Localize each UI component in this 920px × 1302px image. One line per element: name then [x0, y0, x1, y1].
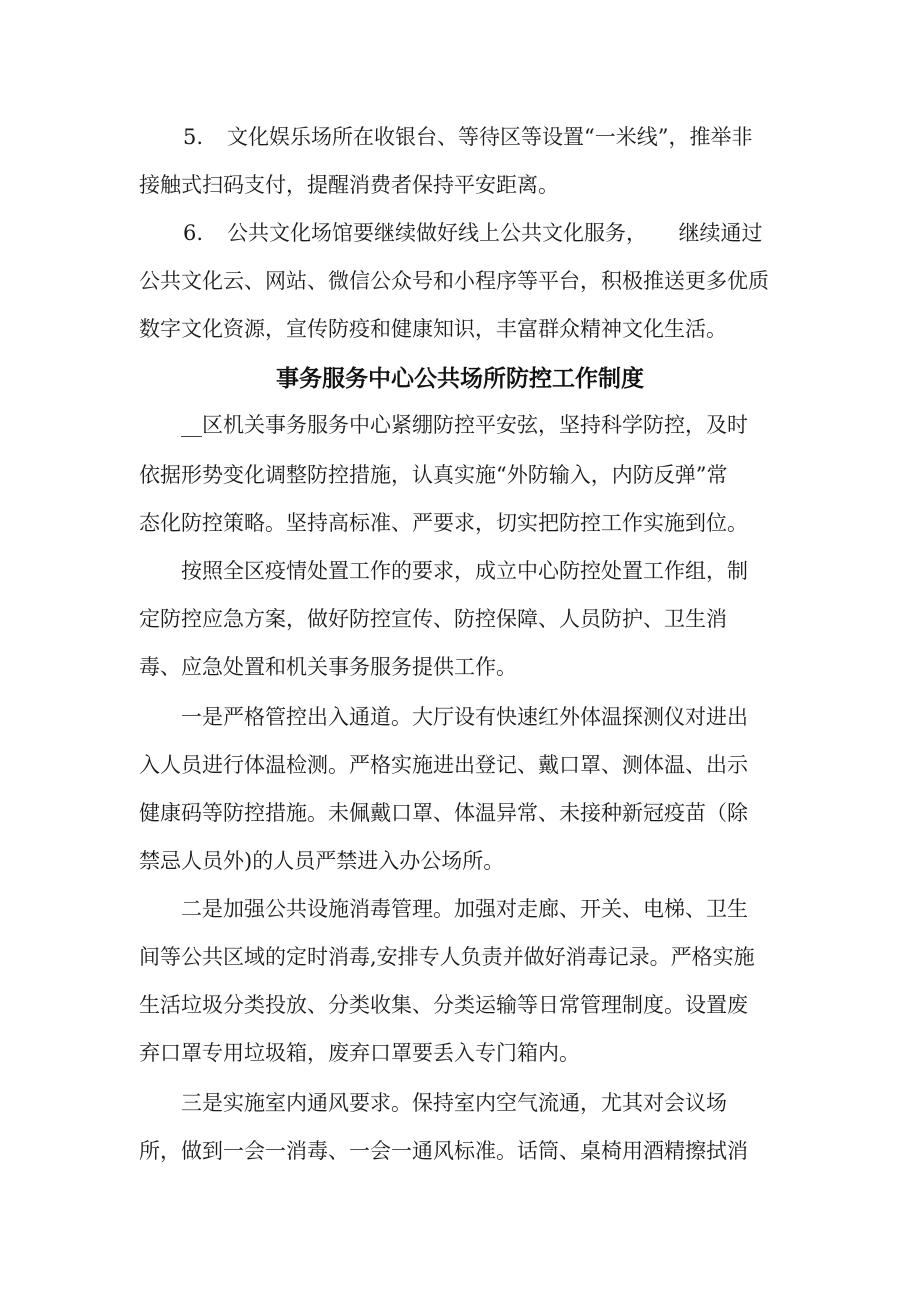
paragraph-3-line-1: 一是严格管控出入通道。大厅设有快速红外体温探测仪对进出: [181, 705, 748, 729]
paragraph-3-line-3: 健康码等防控措施。未佩戴口罩、体温异常、未接种新冠疫苗（除: [139, 801, 748, 825]
item-5-line-1: [0, 122, 920, 152]
document-title: 事务服务中心公共场所防控工作制度: [276, 366, 644, 392]
paragraph-5-line-2: 所，做到一会一消毒、一会一通风标准。话筒、桌椅用酒精擦拭消: [139, 1139, 748, 1163]
item-5-line-2: 接触式扫码支付，提醒消费者保持平安距离。: [139, 173, 559, 197]
paragraph-4-line-2: 间等公共区域的定时消毒,安排专人负责并做好消毒记录。严格实施: [139, 945, 755, 969]
item-6-line-2: 公共文化云、网站、微信公众号和小程序等平台，积极推送更多优质: [139, 269, 769, 293]
paragraph-2-line-2: 定防控应急方案，做好防控宣传、防控保障、人员防护、卫生消: [139, 607, 727, 631]
paragraph-1-line-3: 态化防控策略。坚持高标准、严要求，切实把防控工作实施到位。: [139, 511, 748, 535]
paragraph-4-line-4: 弃口罩专用垃圾箱，废弃口罩要丢入专门箱内。: [139, 1041, 580, 1065]
item-number: 6.: [183, 221, 204, 245]
paragraph-4-line-3: 生活垃圾分类投放、分类收集、分类运输等日常管理制度。设置废: [139, 993, 748, 1017]
item-text: 公共文化场馆要继续做好线上公共文化服务， 继续通过: [227, 221, 763, 245]
item-6-line-1: [0, 218, 920, 248]
paragraph-1-line-1: __区机关事务服务中心紧绷防控平安弦，坚持科学防控，及时: [181, 413, 748, 437]
paragraph-4-line-1: 二是加强公共设施消毒管理。加强对走廊、开关、电梯、卫生: [181, 897, 748, 921]
paragraph-2-line-3: 毒、应急处置和机关事务服务提供工作。: [139, 655, 517, 679]
paragraph-5-line-1: 三是实施室内通风要求。保持室内空气流通，尤其对会议场: [181, 1091, 727, 1115]
item-6-line-3: 数字文化资源，宣传防疫和健康知识，丰富群众精神文化生活。: [139, 317, 727, 341]
item-number: 5.: [183, 125, 204, 149]
paragraph-2-line-1: 按照全区疫情处置工作的要求，成立中心防控处置工作组，制: [181, 559, 748, 583]
paragraph-3-line-2: 入人员进行体温检测。严格实施进出登记、戴口罩、测体温、出示: [139, 753, 748, 777]
item-text: 文化娱乐场所在收银台、等待区等设置“一米线”，推举非: [227, 125, 753, 149]
paragraph-3-line-4: 禁忌人员外)的人员严禁进入办公场所。: [139, 849, 505, 873]
paragraph-1-line-2: 依据形势变化调整防控措施，认真实施“外防输入，内防反弹”常: [139, 463, 728, 487]
